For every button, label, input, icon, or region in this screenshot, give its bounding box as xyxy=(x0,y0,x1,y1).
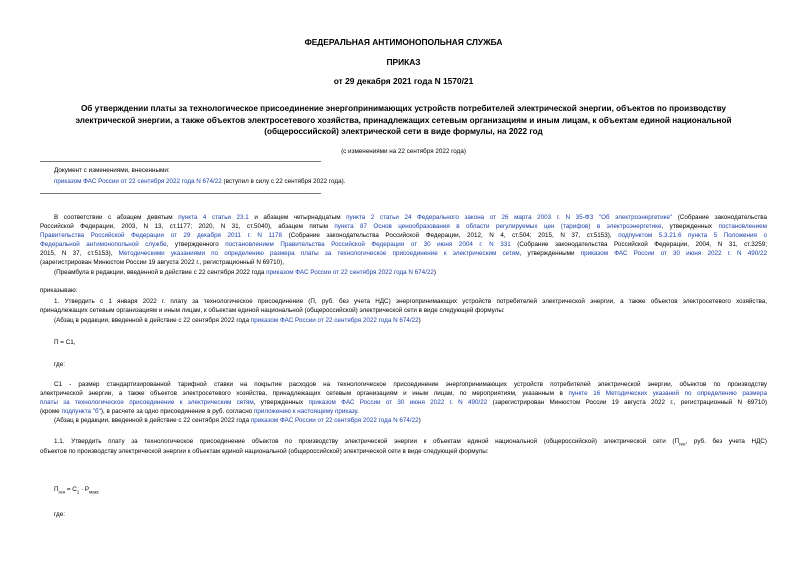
where-label-1: где: xyxy=(54,361,65,368)
preamble-link-resolution[interactable]: постановлением xyxy=(718,223,768,230)
title-line: (общероссийской) электрической сети в виде формулы, на 2022 год xyxy=(264,127,543,136)
item1-line-2: принадлежащих сетевым организациям и иным лицам, к объектам единой национальной (общероссийской) электрической сети в виде следующей формулы: xyxy=(40,307,505,314)
item11-line-2: объектов по производству электрической энергии к объектам единой национальной (общероссийской) электрической сети в виде следующей формулы: xyxy=(40,448,489,455)
changes-intro: Документ с изменениями, внесенными: xyxy=(54,167,170,174)
preamble-edition-link[interactable]: приказом ФАС России от 22 сентября 2022 года N 674/22 xyxy=(266,269,434,276)
preamble-line-2: Российской Федерации, 2003, N 13, ст.1177; 2020, N 31, ст.5040), абзацем пятым пункта 87 Основ ценообразования в области регулируемых цен (тарифов) в электроэнергетике, утвержденных постановлением xyxy=(40,223,768,230)
agency-name: ФЕДЕРАЛЬНАЯ АНТИМОНОПОЛЬНАЯ СЛУЖБА xyxy=(304,37,503,47)
formula-2: $П_{ген} = С_1 \cdot P_{макс}$ xyxy=(54,486,99,495)
c1-edition-note: (Абзац в редакции, введенной в действие с 22 сентября 2022 года приказом ФАС России от 22 сентября 2022 года N 674/22) xyxy=(54,417,421,424)
preamble-line-5: 2015, N 37, ст.5153), Методическими указаниями по определению размера платы за технологическое присоединение к электрическим сетям, утвержденными приказом ФАС России от 30 июня 2022 г. N 490/22 xyxy=(40,250,768,257)
c1-line-3: платы за технологическое присоединение к электрическим сетям, утвержденных приказом ФАС России от 30 июня 2022 г. N 490/22 (зарегистрирован Минюстом России 19 августа 2022 г., регистрационный N 69710) xyxy=(40,399,768,406)
preamble-link-resolution-331[interactable]: постановлением Правительства Российской Федерации от 30 июня 2004 г. N 331 xyxy=(225,241,511,248)
doc-date-number: от 29 декабря 2021 года N 1570/21 xyxy=(333,76,474,86)
gen-symbol: $П_{ген}$ xyxy=(674,438,686,447)
c1-link-appendix[interactable]: приложению к настоящему приказу xyxy=(253,408,358,415)
preamble-link-resolution-1178[interactable]: Правительства Российской Федерации от 29 декабря 2011 г. N 1178 xyxy=(40,232,283,239)
preamble-line-3: Правительства Российской Федерации от 29 декабря 2011 г. N 1178 (Собрание законодательства Российской Федерации, 2012, N 4, ст.504; 2015, N 37, ст.5153), подпунктом 5.3.21.6 пункта 5 Положения о xyxy=(40,232,767,239)
preamble-edition-note: (Преамбула в редакции, введенной в действие с 22 сентября 2022 года приказом ФАС России от 22 сентября 2022 года N 674/22) xyxy=(54,269,437,276)
preamble-link-law-article[interactable]: пункта 4 статьи 23.1 xyxy=(178,214,249,221)
item1-edition-link[interactable]: приказом ФАС России от 22 сентября 2022 года N 674/22 xyxy=(250,317,419,324)
preamble-line-1: В соответствии с абзацем девятым пункта 4 статьи 23.1 и абзацем четырнадцатым пункта 2 статьи 24 Федерального закона от 26 марта 2003 г. N 35-ФЗ "Об электроэнергетике" (Собрание законодательства xyxy=(54,214,768,221)
title-line: Об утверждении платы за технологическое присоединение энергопринимающих устройств потребителей электрической энергии, объектов по производству xyxy=(80,104,727,113)
c1-line-2: электрической энергии, а также объектов электросетевого хозяйства, принадлежащих сетевым организациям и иным лицам, по мероприятиям, указанным в пункте 16 Методических указаний по определению размера xyxy=(40,390,768,397)
preamble-link-fz35[interactable]: пункта 2 статьи 24 Федерального закона от 26 марта 2003 г. N 35-ФЗ "Об электроэнергетике" xyxy=(346,214,673,221)
title-line: электрической энергии, а также объектов электросетевого хозяйства, принадлежащих сетевым организациям и иным лицам, к объектам единой национальной xyxy=(75,115,732,125)
item11-line-1: 1.1. Утвердить плату за технологическое присоединение объектов по производству электрической энергии к объектам единой национальной (общероссийской) электрической сети ($П_{ген}$, руб. без учета НДС) xyxy=(54,438,767,447)
c1-edition-link[interactable]: приказом ФАС России от 22 сентября 2022 года N 674/22 xyxy=(250,417,419,424)
preamble-link-subparagraph[interactable]: подпунктом 5.3.21.6 пункта 5 Положения о xyxy=(618,232,767,239)
c1-line-1: С1 - размер стандартизированной тарифной ставки на покрытие расходов на технологическое присоединение энергопринимающих устройств потребителей электрической энергии, объектов по производству xyxy=(54,381,767,388)
preamble-line-6: (зарегистрирован Минюстом России 19 августа 2022 г., регистрационный N 69710), xyxy=(40,259,284,266)
changes-line xyxy=(54,177,345,186)
preamble-link-fas[interactable]: Федеральной антимонопольной службе xyxy=(40,241,167,248)
c1-link-guidelines[interactable]: платы за технологическое присоединение к электрическим сетям xyxy=(40,399,254,406)
orders-word: приказываю: xyxy=(40,287,78,294)
where-label-2: где: xyxy=(54,511,65,518)
preamble-link-pricing-basics[interactable]: пункта 87 Основ ценообразования в области регулируемых цен (тарифов) в электроэнергетике xyxy=(334,223,662,230)
revision-note: (с изменениями на 22 сентября 2022 года) xyxy=(341,148,466,155)
doc-title xyxy=(40,103,767,138)
formula-1: П = С1, xyxy=(54,339,76,346)
item1-edition-note: (Абзац в редакции, введенной в действие с 22 сентября 2022 года приказом ФАС России от 22 сентября 2022 года N 674/22) xyxy=(54,317,421,324)
preamble-link-guidelines[interactable]: Методическими указаниями по определению размера платы за технологическое присоединение к электрическим сетям xyxy=(118,250,520,257)
divider-bottom xyxy=(40,193,321,194)
divider-top xyxy=(40,161,321,162)
changes-link[interactable]: приказом ФАС России от 22 сентября 2022 года N 674/22 xyxy=(54,178,222,185)
c1-link-subparagraph-b[interactable]: подпункта "б" xyxy=(61,408,101,415)
changes-suffix: (вступил в силу с 22 сентября 2022 года). xyxy=(223,178,346,185)
preamble-line-4: Федеральной антимонопольной службе, утвержденного постановлением Правительства Российской Федерации от 30 июня 2004 г. N 331 (Собрание законодательства Российской Федерации, 2004, N 31, ст.3259; xyxy=(40,241,767,248)
preamble-link-order-490[interactable]: приказом ФАС России от 30 июня 2022 г. N 490/22 xyxy=(580,250,768,257)
item1-line-1: 1. Утвердить с 1 января 2022 г. плату за технологическое присоединение (П, руб. без учета НДС) энергопринимающих устройств потребителей электрической энергии, а также объектов электросетевого хозяйства, xyxy=(54,298,767,305)
c1-line-4: (кроме подпункта "б"), в расчете за одно присоединение в руб. согласно приложению к настоящему приказу. xyxy=(40,408,359,415)
c1-link-order-490[interactable]: приказом ФАС России от 30 июня 2022 г. N 490/22 xyxy=(308,399,488,406)
doc-type: ПРИКАЗ xyxy=(386,57,421,67)
c1-link-paragraph16[interactable]: пункте 16 Методических указаний по определению размера xyxy=(568,390,768,397)
